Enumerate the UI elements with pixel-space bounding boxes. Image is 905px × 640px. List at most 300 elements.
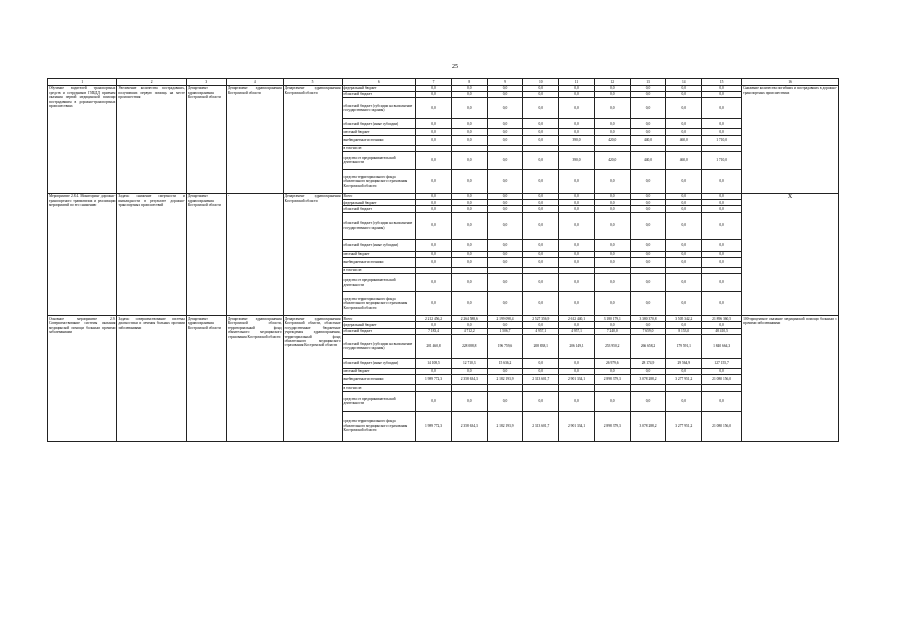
amount-cell: 0,0 — [559, 322, 595, 328]
activity-col3: Департамент здравоохранения Костромской области — [186, 85, 226, 193]
amount-cell: 0,0 — [416, 119, 452, 129]
amount-cell: 0,0 — [416, 92, 452, 98]
column-number: 14 — [666, 79, 702, 86]
column-number: 15 — [702, 79, 742, 86]
amount-cell: 0,0 — [451, 212, 487, 239]
amount-cell: 0,0 — [523, 200, 559, 206]
amount-cell: 0,0 — [559, 92, 595, 98]
amount-cell: 3 380 370,8 — [630, 316, 666, 322]
amount-cell: 0,0 — [416, 391, 452, 411]
amount-cell: 0,0 — [451, 200, 487, 206]
amount-cell: 0,0 — [416, 251, 452, 257]
amount-cell: 0,0 — [630, 322, 666, 328]
amount-cell: 0,0 — [451, 98, 487, 119]
amount-cell: 0,0 — [594, 169, 630, 193]
amount-cell: 0,0 — [559, 257, 595, 267]
amount-cell: 440,0 — [630, 151, 666, 169]
amount-cell: 0,0 — [630, 169, 666, 193]
amount-cell: 0,0 — [523, 193, 559, 199]
amount-cell: 0,0 — [487, 129, 523, 135]
amount-cell: 2 901 334,1 — [559, 411, 595, 441]
amount-cell: 0,0 — [630, 274, 666, 292]
amount-cell: 0,0 — [630, 85, 666, 91]
amount-cell: 0,0 — [702, 368, 742, 374]
amount-cell: 0,0 — [416, 368, 452, 374]
column-number: 6 — [342, 79, 416, 86]
amount-cell: 390,0 — [559, 135, 595, 145]
amount-cell: 1 506,7 — [487, 328, 523, 334]
amount-cell: 0,0 — [451, 119, 487, 129]
amount-cell: 0,0 — [630, 292, 666, 316]
amount-cell: 2 182 193,9 — [487, 411, 523, 441]
amount-cell: 0,0 — [666, 368, 702, 374]
funding-source: средства от предпринимательской деятельности — [342, 151, 416, 169]
amount-cell: 0,0 — [702, 292, 742, 316]
amount-cell: 420,0 — [594, 135, 630, 145]
funding-source: федеральный бюджет — [342, 322, 416, 328]
funding-source: в том числе: — [342, 385, 416, 391]
funding-source: областной бюджет (субсидии на выполнение государственного задания) — [342, 334, 416, 358]
amount-cell: 0,0 — [594, 322, 630, 328]
column-number: 4 — [226, 79, 283, 86]
amount-cell: 0,0 — [666, 98, 702, 119]
amount-cell: 0,0 — [559, 98, 595, 119]
amount-cell: 0,0 — [594, 251, 630, 257]
amount-cell: 0,0 — [451, 274, 487, 292]
expected-result: Снижение количества погибших и пострадавших в дорожно-транспортных происшествиях — [742, 85, 839, 193]
amount-cell: 206 149,1 — [559, 334, 595, 358]
amount-cell: 0,0 — [523, 358, 559, 368]
amount-cell: 127 155,7 — [702, 358, 742, 368]
amount-cell: 0,0 — [523, 92, 559, 98]
amount-cell: 0,0 — [523, 391, 559, 411]
amount-cell: 2 212 456,2 — [416, 316, 452, 322]
amount-cell: 0,0 — [451, 239, 487, 251]
amount-cell: 12 710,3 — [451, 358, 487, 368]
amount-cell: 0,0 — [416, 193, 452, 199]
amount-cell: 0,0 — [523, 274, 559, 292]
amount-cell: 0,0 — [416, 135, 452, 145]
amount-cell: 0,0 — [451, 129, 487, 135]
amount-cell: 0,0 — [451, 193, 487, 199]
amount-cell: 0,0 — [487, 292, 523, 316]
amount-cell: 0,0 — [594, 119, 630, 129]
amount-cell: 179 591,1 — [666, 334, 702, 358]
amount-cell: 0,0 — [559, 200, 595, 206]
amount-cell: 0,0 — [594, 92, 630, 98]
amount-cell: 0,0 — [451, 257, 487, 267]
amount-cell: 0,0 — [451, 292, 487, 316]
amount-cell: 3 505 342,2 — [666, 316, 702, 322]
amount-cell: 0,0 — [523, 85, 559, 91]
amount-cell: 0,0 — [630, 391, 666, 411]
amount-cell: 29 564,9 — [666, 358, 702, 368]
amount-cell: 0,0 — [487, 257, 523, 267]
amount-cell: 0,0 — [666, 274, 702, 292]
amount-cell: 0,0 — [523, 212, 559, 239]
amount-cell: 0,0 — [666, 391, 702, 411]
amount-cell: 0,0 — [559, 119, 595, 129]
amount-cell: 1 840 664,3 — [702, 334, 742, 358]
amount-cell: 0,0 — [559, 169, 595, 193]
amount-cell: 0,0 — [594, 200, 630, 206]
amount-cell: 0,0 — [630, 257, 666, 267]
column-number: 7 — [416, 79, 452, 86]
column-number: 11 — [559, 79, 595, 86]
amount-cell: 0,0 — [416, 206, 452, 212]
amount-cell: 0,0 — [559, 368, 595, 374]
funding-source: местный бюджет — [342, 368, 416, 374]
amount-cell: 0,0 — [416, 85, 452, 91]
activity-col3: Департамент здравоохранения Костромской области — [186, 193, 226, 315]
amount-cell: 390,0 — [559, 151, 595, 169]
amount-cell: 2 358 634,3 — [451, 411, 487, 441]
amount-cell: 7 240,0 — [594, 328, 630, 334]
amount-cell: 0,0 — [523, 129, 559, 135]
amount-cell: 0,0 — [666, 322, 702, 328]
amount-cell: 3 078 288,2 — [630, 411, 666, 441]
activity-col5: Департамент здравоохранения Костромской области, областные государственные бюджетные учреждения здравоохранения, территориальный фонд обязательного медицинского страхования Костромской области — [283, 316, 342, 441]
column-number: 16 — [742, 79, 839, 86]
funding-source: областной бюджет (иные субсидии) — [342, 119, 416, 129]
amount-cell: 0,0 — [666, 92, 702, 98]
activity-col4: - — [226, 193, 283, 315]
column-number: 8 — [451, 79, 487, 86]
amount-cell: 0,0 — [523, 251, 559, 257]
amount-cell: 7 659,0 — [630, 328, 666, 334]
amount-cell: 0,0 — [523, 368, 559, 374]
amount-cell: 0,0 — [630, 200, 666, 206]
amount-cell: 0,0 — [630, 193, 666, 199]
amount-cell: 0,0 — [594, 206, 630, 212]
amount-cell: 2 358 634,3 — [451, 375, 487, 385]
amount-cell: 2 264 588,6 — [451, 316, 487, 322]
funding-source: областной бюджет — [342, 92, 416, 98]
column-number: 10 — [523, 79, 559, 86]
amount-cell: 0,0 — [666, 169, 702, 193]
amount-cell: 0,0 — [416, 129, 452, 135]
amount-cell: 0,0 — [702, 257, 742, 267]
amount-cell: 0,0 — [702, 85, 742, 91]
funding-source: федеральный бюджет — [342, 85, 416, 91]
amount-cell: 0,0 — [559, 212, 595, 239]
amount-cell: 0,0 — [702, 322, 742, 328]
column-number: 5 — [283, 79, 342, 86]
amount-cell: 0,0 — [559, 239, 595, 251]
amount-cell: 0,0 — [451, 135, 487, 145]
amount-cell: 0,0 — [559, 292, 595, 316]
amount-cell: 0,0 — [487, 200, 523, 206]
amount-cell: 4 957,1 — [523, 328, 559, 334]
activity-col1: Мероприятие 2.8.4. Мониторинг дорожно-транспортного травматизма и реализации мероприятий по его снижению — [48, 193, 117, 315]
funding-source: федеральный бюджет — [342, 200, 416, 206]
amount-cell: 2 313 601,7 — [523, 411, 559, 441]
amount-cell: 0,0 — [451, 391, 487, 411]
amount-cell: 0,0 — [666, 193, 702, 199]
amount-cell: 0,0 — [594, 193, 630, 199]
amount-cell: 0,0 — [702, 206, 742, 212]
activity-col1: Обучение водителей транспортных средств и сотрудников ГИБДД приемам оказания первой медицинской помощи пострадавшим в дорожно-транспортных происшествиях — [48, 85, 117, 193]
amount-cell: 7 183,4 — [416, 328, 452, 334]
amount-cell: 0,0 — [702, 212, 742, 239]
amount-cell: 460,0 — [666, 135, 702, 145]
page-number: 25 — [452, 64, 458, 70]
funding-source: средства от предпринимательской деятельности — [342, 274, 416, 292]
amount-cell: 0,0 — [487, 169, 523, 193]
amount-cell: 0,0 — [523, 257, 559, 267]
amount-cell: 8 153,0 — [666, 328, 702, 334]
amount-cell: 0,0 — [594, 274, 630, 292]
amount-cell: 0,0 — [559, 358, 595, 368]
amount-cell: 0,0 — [487, 151, 523, 169]
amount-cell: 0,0 — [702, 193, 742, 199]
funding-source: средства территориального фонда обязательного медицинского страхования Костромской области — [342, 292, 416, 316]
activity-col3: Департамент здравоохранения Костромской области — [186, 316, 226, 441]
activity-col5: Департамент здравоохранения Костромской области — [283, 85, 342, 193]
amount-cell: 196 759,6 — [487, 334, 523, 358]
amount-cell: 0,0 — [559, 206, 595, 212]
funding-source: местный бюджет — [342, 251, 416, 257]
amount-cell: 0,0 — [702, 119, 742, 129]
amount-cell: 0,0 — [594, 391, 630, 411]
amount-cell: 0,0 — [416, 212, 452, 239]
amount-cell: 0,0 — [702, 129, 742, 135]
amount-cell: 0,0 — [487, 251, 523, 257]
amount-cell: 2 898 379,3 — [594, 375, 630, 385]
amount-cell: 0,0 — [451, 322, 487, 328]
amount-cell: 1 710,0 — [702, 135, 742, 145]
activity-col1: Основное мероприятие 2.9. Совершенствование системы оказания медицинской помощи больным прочими заболеваниями — [48, 316, 117, 441]
amount-cell: 0,0 — [523, 206, 559, 212]
amount-cell: 0,0 — [559, 193, 595, 199]
amount-cell: 0,0 — [594, 292, 630, 316]
funding-source: Всего — [342, 193, 416, 199]
amount-cell: 0,0 — [630, 212, 666, 239]
amount-cell: 0,0 — [523, 169, 559, 193]
amount-cell: 0,0 — [487, 193, 523, 199]
amount-cell: 0,0 — [594, 368, 630, 374]
amount-cell: 208 838,1 — [523, 334, 559, 358]
column-number: 9 — [487, 79, 523, 86]
activity-col2: Задача: снижение смертности и инвалидности в результате дорожно-транспортных происшествий — [117, 193, 186, 315]
expected-result: 100-процентное оказание медицинской помощи больным с прочими заболеваниями — [742, 316, 839, 441]
amount-cell: 0,0 — [630, 92, 666, 98]
funding-source: областной бюджет (иные субсидии) — [342, 239, 416, 251]
amount-cell: 0,0 — [630, 98, 666, 119]
amount-cell: 0,0 — [666, 200, 702, 206]
funding-source: областной бюджет — [342, 206, 416, 212]
amount-cell: 0,0 — [559, 129, 595, 135]
funding-source: внебюджетные источники — [342, 135, 416, 145]
amount-cell: 0,0 — [487, 206, 523, 212]
activity-col2: Увеличение количества пострадавших, получивших первую помощь на месте происшествия — [117, 85, 186, 193]
amount-cell: 0,0 — [666, 292, 702, 316]
amount-cell: 266 658,2 — [630, 334, 666, 358]
funding-source: областной бюджет (иные субсидии) — [342, 358, 416, 368]
amount-cell: 0,0 — [666, 85, 702, 91]
amount-cell: 0,0 — [666, 257, 702, 267]
amount-cell: 2 313 601,7 — [523, 375, 559, 385]
amount-cell: 253 950,2 — [594, 334, 630, 358]
amount-cell: 0,0 — [594, 239, 630, 251]
amount-cell: 0,0 — [523, 322, 559, 328]
amount-cell: 0,0 — [630, 251, 666, 257]
amount-cell: 201 460,8 — [416, 334, 452, 358]
amount-cell: 0,0 — [523, 151, 559, 169]
funding-source: областной бюджет (субсидии на выполнение государственного задания) — [342, 98, 416, 119]
amount-cell: 2 898 379,3 — [594, 411, 630, 441]
amount-cell: 3 277 951,2 — [666, 375, 702, 385]
amount-cell: 0,0 — [523, 119, 559, 129]
funding-source: областной бюджет (субсидии на выполнение государственного задания) — [342, 212, 416, 239]
amount-cell: 21 896 360,5 — [702, 316, 742, 322]
amount-cell: 2 612 440,1 — [559, 316, 595, 322]
amount-cell: 0,0 — [451, 169, 487, 193]
amount-cell: 0,0 — [702, 239, 742, 251]
amount-cell: 21 080 156,0 — [702, 411, 742, 441]
amount-cell: 0,0 — [702, 391, 742, 411]
amount-cell: 0,0 — [487, 98, 523, 119]
amount-cell: 0,0 — [487, 119, 523, 129]
amount-cell: 0,0 — [630, 239, 666, 251]
amount-cell: 0,0 — [702, 169, 742, 193]
amount-cell: 2 527 356,9 — [523, 316, 559, 322]
amount-cell: 0,0 — [594, 257, 630, 267]
amount-cell: 0,0 — [594, 98, 630, 119]
amount-cell: 0,0 — [594, 129, 630, 135]
amount-cell: 0,0 — [702, 274, 742, 292]
amount-cell: 15 636,2 — [487, 358, 523, 368]
amount-cell: 0,0 — [666, 119, 702, 129]
amount-cell: 0,0 — [416, 239, 452, 251]
amount-cell: 0,0 — [487, 135, 523, 145]
funding-source: средства от предпринимательской деятельности — [342, 391, 416, 411]
amount-cell: 0,0 — [630, 206, 666, 212]
amount-cell: 0,0 — [487, 368, 523, 374]
amount-cell: 14 108,5 — [416, 358, 452, 368]
header-row — [48, 79, 839, 86]
budget-table — [47, 78, 839, 442]
amount-cell: 0,0 — [451, 368, 487, 374]
amount-cell: 3 180 179,1 — [594, 316, 630, 322]
amount-cell: 48 410,5 — [702, 328, 742, 334]
amount-cell: 2 199 098,4 — [487, 316, 523, 322]
amount-cell: 0,0 — [559, 274, 595, 292]
amount-cell: 0,0 — [630, 119, 666, 129]
funding-source: внебюджетные источники — [342, 257, 416, 267]
amount-cell: 0,0 — [702, 98, 742, 119]
amount-cell: 0,0 — [487, 212, 523, 239]
column-number: 12 — [594, 79, 630, 86]
funding-source: средства территориального фонда обязательного медицинского страхования Костромской области — [342, 169, 416, 193]
amount-cell: 0,0 — [416, 98, 452, 119]
amount-cell: 420,0 — [594, 151, 630, 169]
amount-cell: 26 979,6 — [594, 358, 630, 368]
expected-result: X — [742, 193, 839, 315]
amount-cell: 0,0 — [487, 239, 523, 251]
amount-cell: 0,0 — [487, 322, 523, 328]
funding-source: местный бюджет — [342, 129, 416, 135]
amount-cell: 3 277 951,2 — [666, 411, 702, 441]
column-number: 3 — [186, 79, 226, 86]
amount-cell: 0,0 — [416, 292, 452, 316]
amount-cell: 0,0 — [523, 135, 559, 145]
amount-cell: 0,0 — [487, 92, 523, 98]
amount-cell: 0,0 — [559, 251, 595, 257]
amount-cell: 0,0 — [416, 151, 452, 169]
amount-cell: 0,0 — [559, 391, 595, 411]
activity-col5: Департамент здравоохранения Костромской области — [283, 193, 342, 315]
funding-source: Всего — [342, 316, 416, 322]
amount-cell: 2 182 193,9 — [487, 375, 523, 385]
amount-cell: 0,0 — [416, 169, 452, 193]
amount-cell: 0,0 — [451, 151, 487, 169]
amount-cell: 0,0 — [523, 292, 559, 316]
amount-cell: 0,0 — [594, 212, 630, 239]
amount-cell: 0,0 — [451, 251, 487, 257]
amount-cell: 0,0 — [702, 251, 742, 257]
activity-col4: Департамент здравоохранения Костромской области — [226, 85, 283, 193]
amount-cell: 0,0 — [666, 239, 702, 251]
amount-cell: 0,0 — [487, 274, 523, 292]
amount-cell: 0,0 — [487, 391, 523, 411]
amount-cell: 0,0 — [451, 206, 487, 212]
amount-cell: 0,0 — [666, 206, 702, 212]
amount-cell: 0,0 — [666, 251, 702, 257]
amount-cell: 0,0 — [416, 200, 452, 206]
amount-cell: 0,0 — [416, 322, 452, 328]
amount-cell: 0,0 — [630, 368, 666, 374]
amount-cell: 0,0 — [702, 200, 742, 206]
amount-cell: 1 710,0 — [702, 151, 742, 169]
amount-cell: 0,0 — [487, 85, 523, 91]
amount-cell: 0,0 — [702, 92, 742, 98]
activity-col4: Департамент здравоохранения Костромской области, территориальный фонд обязательного медицинского страхования Костромской области — [226, 316, 283, 441]
amount-cell: 3 078 288,2 — [630, 375, 666, 385]
amount-cell: 4 712,2 — [451, 328, 487, 334]
amount-cell: 440,0 — [630, 135, 666, 145]
column-number: 1 — [48, 79, 117, 86]
funding-source: внебюджетные источники — [342, 375, 416, 385]
amount-cell: 0,0 — [523, 239, 559, 251]
funding-source: областной бюджет — [342, 328, 416, 334]
amount-cell: 1 989 772,3 — [416, 411, 452, 441]
funding-source: в том числе: — [342, 267, 416, 273]
amount-cell: 0,0 — [416, 257, 452, 267]
amount-cell: 0,0 — [559, 85, 595, 91]
column-number: 2 — [117, 79, 186, 86]
activity-col2: Задача: совершенствование системы диагностики и лечения больных прочими заболеваниями — [117, 316, 186, 441]
amount-cell: 0,0 — [630, 129, 666, 135]
amount-cell: 460,0 — [666, 151, 702, 169]
column-number: 13 — [630, 79, 666, 86]
funding-source: средства территориального фонда обязательного медицинского страхования Костромской области — [342, 411, 416, 441]
amount-cell: 228 088,8 — [451, 334, 487, 358]
amount-cell: 0,0 — [594, 85, 630, 91]
amount-cell: 4 957,1 — [559, 328, 595, 334]
amount-cell: 2 901 334,1 — [559, 375, 595, 385]
amount-cell: 0,0 — [451, 92, 487, 98]
amount-cell: 28 174,9 — [630, 358, 666, 368]
amount-cell: 0,0 — [666, 129, 702, 135]
amount-cell: 1 989 772,3 — [416, 375, 452, 385]
amount-cell: 0,0 — [523, 98, 559, 119]
amount-cell: 21 080 156,0 — [702, 375, 742, 385]
amount-cell: 0,0 — [451, 85, 487, 91]
funding-source: в том числе: — [342, 145, 416, 151]
amount-cell: 0,0 — [416, 274, 452, 292]
amount-cell: 0,0 — [666, 212, 702, 239]
